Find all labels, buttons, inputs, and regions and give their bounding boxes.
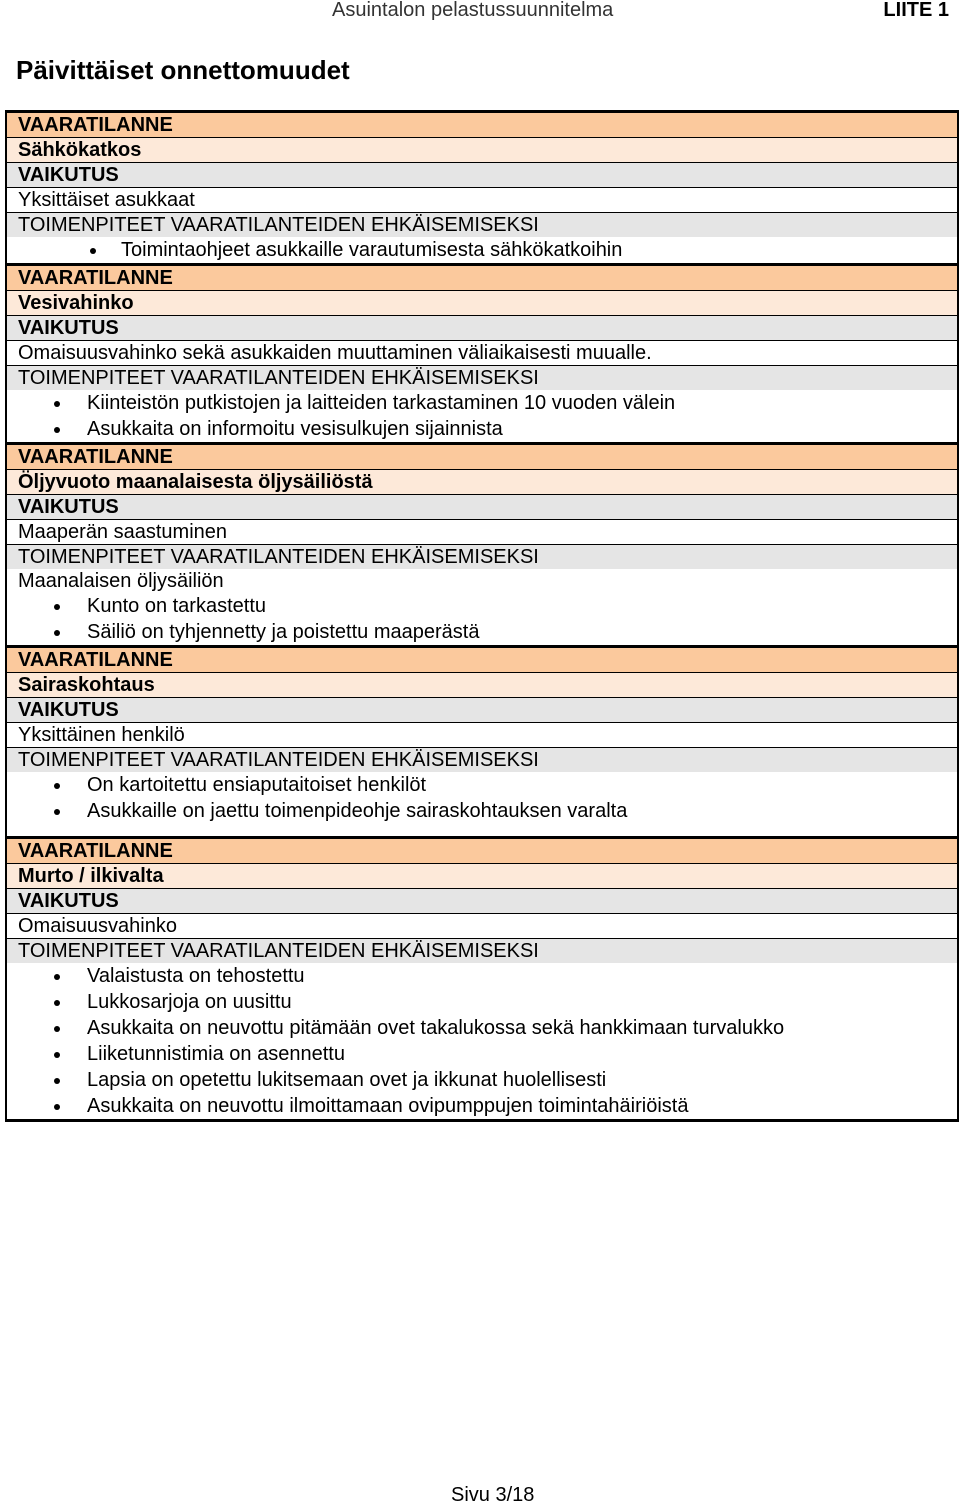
effect-label-row (6, 316, 958, 341)
hazard-label-row (6, 647, 958, 673)
measures-label-row (6, 939, 958, 964)
bullet-text: Valaistusta on tehostettu (87, 965, 305, 987)
bullet-text: Asukkaita on neuvottu ilmoittamaan ovipumppujen toimintahäiriöistä (87, 1095, 689, 1117)
effect-value-row-text: Maaperän saastuminen (6, 520, 958, 545)
measure-list-item (6, 593, 958, 619)
effect-label-row (6, 889, 958, 914)
effect-label-row-text: VAIKUTUS (6, 316, 958, 341)
measure-list-item (6, 416, 958, 444)
measure-list-item (6, 798, 958, 824)
bullet-icon (54, 604, 60, 610)
bullet-icon (54, 401, 60, 407)
bullet-text: Asukkaita on neuvottu pitämään ovet takalukossa sekä hankkimaan turvalukko (87, 1017, 785, 1039)
appendix-label: LIITE 1 (883, 0, 949, 21)
hazard-label-row-text: VAARATILANNE (6, 112, 958, 138)
measures-label-row (6, 366, 958, 391)
bullet-text: Säiliö on tyhjennetty ja poistettu maaperästä (87, 621, 480, 643)
effect-value-row-text: Omaisuusvahinko sekä asukkaiden muuttaminen väliaikaisesti muualle. (6, 341, 958, 366)
hazard-name-row (6, 864, 958, 889)
effect-value-row (6, 723, 958, 748)
bullet-icon (54, 427, 60, 433)
hazard-name-row-text: Sairaskohtaus (6, 673, 958, 698)
measures-label-row-text: TOIMENPITEET VAARATILANTEIDEN EHKÄISEMISEKSI (6, 939, 958, 964)
hazard-name-row-text: Öljyvuoto maanalaisesta öljysäiliöstä (6, 470, 958, 495)
measures-label-row (6, 545, 958, 570)
bullet-icon (90, 248, 96, 254)
bullet-text: Kunto on tarkastettu (87, 595, 267, 617)
effect-value-row (6, 188, 958, 213)
bullet-icon (54, 783, 60, 789)
measures-label-row-text: TOIMENPITEET VAARATILANTEIDEN EHKÄISEMISEKSI (6, 366, 958, 391)
hazard-name-row (6, 138, 958, 163)
measure-list-item (6, 1041, 958, 1067)
bullet-text: Asukkaita on informoitu vesisulkujen sijainnista (87, 418, 503, 440)
measure-list-item (6, 619, 958, 647)
page-title: Päivittäiset onnettomuudet (16, 55, 350, 85)
effect-label-row (6, 495, 958, 520)
hazard-label-row (6, 265, 958, 291)
hazard-label-row (6, 838, 958, 864)
hazard-label-row-text: VAARATILANNE (6, 838, 958, 864)
effect-label-row (6, 698, 958, 723)
effect-label-row-text: VAIKUTUS (6, 495, 958, 520)
hazard-name-row-text: Murto / ilkivalta (6, 864, 958, 889)
bullet-text: Lukkosarjoja on uusittu (87, 991, 292, 1013)
effect-value-row (6, 914, 958, 939)
effect-label-row-text: VAIKUTUS (6, 163, 958, 188)
bullet-text: Liiketunnistimia on asennettu (87, 1043, 345, 1065)
effect-label-row-text: VAIKUTUS (6, 889, 958, 914)
measure-list-item (6, 772, 958, 798)
effect-value-row-text: Omaisuusvahinko (6, 914, 958, 939)
hazard-name-row-text: Sähkökatkos (6, 138, 958, 163)
bullet-icon (54, 809, 60, 815)
bullet-icon (54, 1052, 60, 1058)
bullet-icon (54, 630, 60, 636)
measures-intro-row-text: Maanalaisen öljysäiliön (6, 569, 958, 593)
bullet-icon (54, 1000, 60, 1006)
measure-list-item (6, 237, 958, 265)
hazard-label-row-text: VAARATILANNE (6, 647, 958, 673)
hazard-name-row (6, 291, 958, 316)
bullet-text: Lapsia on opetettu lukitsemaan ovet ja ikkunat huolellisesti (87, 1069, 607, 1091)
measures-intro-row (6, 569, 958, 593)
measures-label-row (6, 213, 958, 238)
effect-value-row (6, 520, 958, 545)
bullet-icon (54, 974, 60, 980)
hazard-name-row (6, 470, 958, 495)
hazard-label-row-text: VAARATILANNE (6, 444, 958, 470)
hazard-label-row (6, 444, 958, 470)
measures-label-row-text: TOIMENPITEET VAARATILANTEIDEN EHKÄISEMISEKSI (6, 213, 958, 238)
effect-value-row (6, 341, 958, 366)
measure-list-item (6, 963, 958, 989)
hazard-label-row (6, 112, 958, 138)
measures-label-row-text: TOIMENPITEET VAARATILANTEIDEN EHKÄISEMISEKSI (6, 748, 958, 773)
measure-list-item (6, 1093, 958, 1121)
measure-list-item (6, 1015, 958, 1041)
bullet-text: Asukkaille on jaettu toimenpideohje sairaskohtauksen varalta (87, 800, 628, 822)
effect-label-row-text: VAIKUTUS (6, 698, 958, 723)
hazard-table (5, 110, 959, 1122)
hazard-label-row-text: VAARATILANNE (6, 265, 958, 291)
document-title: Asuintalon pelastussuunnitelma (332, 0, 614, 21)
bullet-text: Kiinteistön putkistojen ja laitteiden tarkastaminen 10 vuoden välein (87, 392, 676, 414)
bullet-icon (54, 1104, 60, 1110)
bullet-text: On kartoitettu ensiaputaitoiset henkilöt (87, 774, 427, 796)
bullet-text: Toimintaohjeet asukkaille varautumisesta sähkökatkoihin (121, 239, 623, 261)
section-spacer (6, 824, 958, 838)
measure-list-item (6, 989, 958, 1015)
measures-label-row (6, 748, 958, 773)
bullet-icon (54, 1026, 60, 1032)
measures-label-row-text: TOIMENPITEET VAARATILANTEIDEN EHKÄISEMISEKSI (6, 545, 958, 570)
hazard-name-row (6, 673, 958, 698)
effect-value-row-text: Yksittäiset asukkaat (6, 188, 958, 213)
page-number: Sivu 3/18 (451, 1484, 535, 1506)
effect-value-row-text: Yksittäinen henkilö (6, 723, 958, 748)
hazard-name-row-text: Vesivahinko (6, 291, 958, 316)
measure-list-item (6, 390, 958, 416)
bullet-icon (54, 1078, 60, 1084)
effect-label-row (6, 163, 958, 188)
measure-list-item (6, 1067, 958, 1093)
